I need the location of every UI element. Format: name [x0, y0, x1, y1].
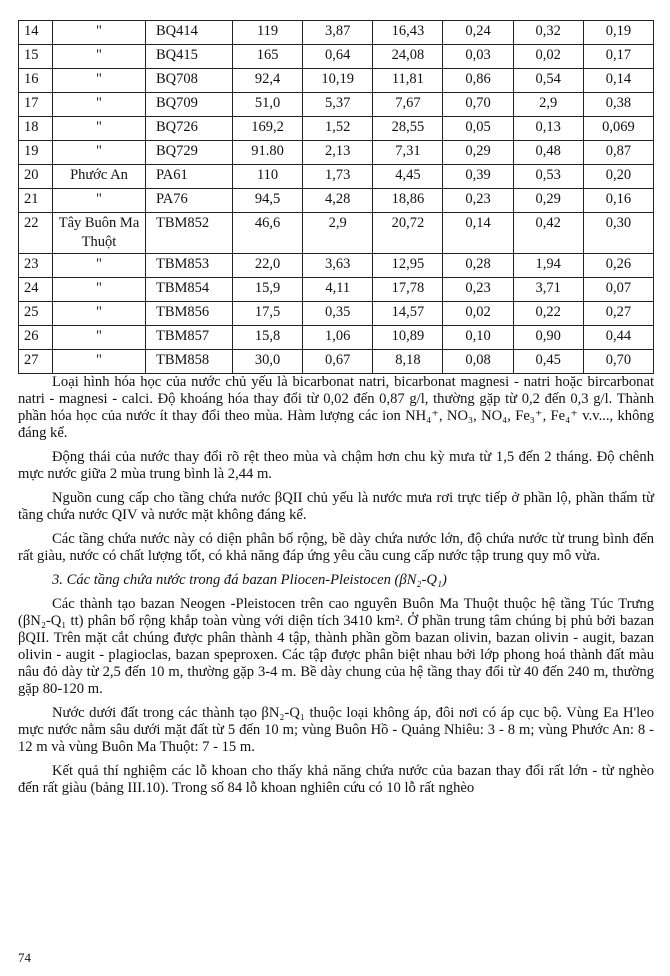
table-cell: 10,89: [373, 326, 443, 350]
table-row: [19, 45, 654, 69]
table-cell: 0,67: [303, 350, 373, 374]
table-cell: 94,5: [233, 189, 303, 213]
table-cell: ": [53, 93, 146, 117]
table-cell: BQ726: [146, 117, 233, 141]
table-row: [19, 189, 654, 213]
table-cell: 3,71: [513, 278, 583, 302]
table-cell: 1,06: [303, 326, 373, 350]
table-cell: 3,63: [303, 254, 373, 278]
table-cell: 0,29: [513, 189, 583, 213]
table-cell: 19: [19, 141, 53, 165]
table-body: [19, 21, 654, 374]
table-cell: 18,86: [373, 189, 443, 213]
table-cell: 16,43: [373, 21, 443, 45]
table-cell: 0,48: [513, 141, 583, 165]
table-cell: 51,0: [233, 93, 303, 117]
table-cell: 21: [19, 189, 53, 213]
table-row: [19, 350, 654, 374]
table-cell: 0,23: [443, 278, 513, 302]
paragraph-results: Kết quả thí nghiệm các lỗ khoan cho thấy khả năng chứa nước của bazan thay đổi rất lớn - từ nghèo đến rất giàu (bảng III.10). Trong số 84 lỗ khoan nghiên cứu có 10 lỗ rất nghèo: [18, 763, 654, 796]
table-cell: 17,5: [233, 302, 303, 326]
table-cell: 15,9: [233, 278, 303, 302]
table-row: [19, 165, 654, 189]
table-cell: BQ709: [146, 93, 233, 117]
table-cell: PA76: [146, 189, 233, 213]
table-cell: ": [53, 141, 146, 165]
table-row: [19, 278, 654, 302]
table-cell: TBM857: [146, 326, 233, 350]
paragraph-hydrochemistry: Loại hình hóa học của nước chủ yếu là bicarbonat natri, bicarbonat magnesi - natri hoặc bircarbonat natri - magnesi - calci. Độ khoáng hóa thay đổi từ 0,02 đến 0,87 g/l, thường gặp từ 0,2 đến 0,3 g/l. Thành phần hóa học của nước ít thay đổi theo mùa. Hàm lượng các ion NH₄⁺, NO₃, NO₄, Fe₃⁺, Fe₄⁺ v.v..., không đáng kể.: [18, 374, 654, 441]
paragraph-basalt: Các thành tạo bazan Neogen -Pleistocen trên cao nguyên Buôn Ma Thuột thuộc hệ tầng Túc Trưng (βN₂-Q₁ tt) phân bố rộng khắp toàn vùng với diện tích 3410 km². Ở phần trung tâm chúng bị phủ bởi bazan βQII. Trên mặt cắt chúng được phân thành 4 tập, thành phần gồm bazan olivin, bazan olivin - augit, bazan olivin - augit - plagioclas, bazan speproxen. Các tập được phân biệt nhau bởi lớp phong hoá thành đất màu nâu đỏ dày từ 2,5 đến 10 m, thường gặp 3-4 m. Bề dày chung của hệ tầng thay đổi từ 40 đến 240 m, thường gặp 80-120 m.: [18, 596, 654, 697]
table-row: [19, 254, 654, 278]
table-cell: ": [53, 278, 146, 302]
table-cell: 30,0: [233, 350, 303, 374]
table-cell: 0,86: [443, 69, 513, 93]
table-row: [19, 93, 654, 117]
table-cell: 0,02: [443, 302, 513, 326]
table-cell: 0,87: [583, 141, 653, 165]
table-cell: 0,08: [443, 350, 513, 374]
table-cell: BQ415: [146, 45, 233, 69]
table-row: [19, 326, 654, 350]
table-cell: 0,22: [513, 302, 583, 326]
table-row: [19, 213, 654, 254]
table-cell: 0,38: [583, 93, 653, 117]
table-cell: 17,78: [373, 278, 443, 302]
table-cell: 12,95: [373, 254, 443, 278]
table-cell: 0,90: [513, 326, 583, 350]
table-cell: 24: [19, 278, 53, 302]
table-cell: 24,08: [373, 45, 443, 69]
table-cell: 0,28: [443, 254, 513, 278]
table-cell: 3,87: [303, 21, 373, 45]
table-cell: 0,45: [513, 350, 583, 374]
table-cell: ": [53, 326, 146, 350]
table-cell: 15,8: [233, 326, 303, 350]
table-cell: 5,37: [303, 93, 373, 117]
table-cell: 119: [233, 21, 303, 45]
table-cell: 14: [19, 21, 53, 45]
table-cell: 0,07: [583, 278, 653, 302]
table-cell: TBM852: [146, 213, 233, 254]
table-cell: ": [53, 350, 146, 374]
table-row: [19, 21, 654, 45]
table-cell: 110: [233, 165, 303, 189]
paragraph-distribution: Các tầng chứa nước này có diện phân bố rộng, bề dày chứa nước lớn, độ chứa nước từ trung bình đến rất giàu, nước có chất lượng tốt, có khả năng đáp ứng yêu cầu cung cấp nước tập trung quy mô vừa.: [18, 531, 654, 564]
section-heading: 3. Các tầng chứa nước trong đá bazan Pliocen-Pleistocen (βN₂-Q₁): [52, 572, 447, 588]
table-cell: 0,44: [583, 326, 653, 350]
table-cell: 0,17: [583, 45, 653, 69]
table-cell: 0,03: [443, 45, 513, 69]
table-row: [19, 302, 654, 326]
table-cell: ": [53, 21, 146, 45]
table-row: [19, 117, 654, 141]
body-text: [18, 374, 654, 804]
table-cell: 0,29: [443, 141, 513, 165]
table-cell: Phước An: [53, 165, 146, 189]
table-cell: 7,67: [373, 93, 443, 117]
table-cell: 7,31: [373, 141, 443, 165]
table-cell: 16: [19, 69, 53, 93]
table-cell: 0,32: [513, 21, 583, 45]
table-cell: 1,52: [303, 117, 373, 141]
table-cell: 0,14: [583, 69, 653, 93]
table-cell: 2,9: [513, 93, 583, 117]
table-cell: 46,6: [233, 213, 303, 254]
table-cell: 0,20: [583, 165, 653, 189]
table-cell: 4,45: [373, 165, 443, 189]
table-cell: ": [53, 69, 146, 93]
paragraph-recharge: Nguồn cung cấp cho tầng chứa nước βQII chủ yếu là nước mưa rơi trực tiếp ở phần lộ, phần thấm từ tầng chứa nước QIV và nước mặt không đáng kể.: [18, 490, 654, 523]
table-cell: 169,2: [233, 117, 303, 141]
table-cell: 2,13: [303, 141, 373, 165]
table-cell: 0,30: [583, 213, 653, 254]
table-cell: 0,23: [443, 189, 513, 213]
table-cell: TBM854: [146, 278, 233, 302]
table-cell: 10,19: [303, 69, 373, 93]
table-cell: 1,73: [303, 165, 373, 189]
table-cell: 28,55: [373, 117, 443, 141]
table-cell: 0,24: [443, 21, 513, 45]
table-cell: 11,81: [373, 69, 443, 93]
table-cell: 0,54: [513, 69, 583, 93]
table-cell: 20: [19, 165, 53, 189]
table-cell: 0,069: [583, 117, 653, 141]
table-cell: 0,13: [513, 117, 583, 141]
table-cell: 27: [19, 350, 53, 374]
table-cell: BQ708: [146, 69, 233, 93]
page-number: 74: [18, 950, 31, 965]
table-cell: 0,14: [443, 213, 513, 254]
table-cell: 0,26: [583, 254, 653, 278]
table-cell: TBM853: [146, 254, 233, 278]
table-cell: ": [53, 254, 146, 278]
page: [18, 20, 654, 374]
table-cell: BQ414: [146, 21, 233, 45]
table-cell: ": [53, 45, 146, 69]
table-cell: 1,94: [513, 254, 583, 278]
table-cell: 8,18: [373, 350, 443, 374]
table-cell: 23: [19, 254, 53, 278]
table-cell: ": [53, 117, 146, 141]
data-table: [18, 20, 654, 374]
table-cell: 0,53: [513, 165, 583, 189]
table-cell: 165: [233, 45, 303, 69]
table-cell: 0,64: [303, 45, 373, 69]
table-cell: 0,10: [443, 326, 513, 350]
table-cell: 26: [19, 326, 53, 350]
table-cell: 4,11: [303, 278, 373, 302]
table-cell: 22,0: [233, 254, 303, 278]
table-cell: 0,19: [583, 21, 653, 45]
table-cell: 18: [19, 117, 53, 141]
table-cell: 0,02: [513, 45, 583, 69]
paragraph-regime: Động thái của nước thay đổi rõ rệt theo mùa và chậm hơn chu kỳ mưa từ 1,5 đến 2 tháng. Độ chênh mực nước giữa 2 mùa trung bình là 2,44 m.: [18, 449, 654, 482]
table-row: [19, 69, 654, 93]
table-cell: 91.80: [233, 141, 303, 165]
table-cell: 0,16: [583, 189, 653, 213]
table-cell: 0,39: [443, 165, 513, 189]
table-cell: ": [53, 302, 146, 326]
table-cell: 2,9: [303, 213, 373, 254]
table-cell: 0,35: [303, 302, 373, 326]
table-cell: 0,70: [583, 350, 653, 374]
table-cell: 92,4: [233, 69, 303, 93]
table-cell: 14,57: [373, 302, 443, 326]
table-cell: TBM858: [146, 350, 233, 374]
table-cell: TBM856: [146, 302, 233, 326]
table-cell: 20,72: [373, 213, 443, 254]
paragraph-groundwater: Nước dưới đất trong các thành tạo βN₂-Q₁ thuộc loại không áp, đôi nơi có áp cục bộ. Vùng Ea H'leo mực nước nằm sâu dưới mặt đất từ 5 đến 10 m; vùng Buôn Hồ - Quảng Nhiêu: 3 - 8 m; vùng Phước An: 8 - 12 m và vùng Buôn Ma Thuột: 7 - 15 m.: [18, 705, 654, 755]
table-cell: 0,05: [443, 117, 513, 141]
table-cell: 0,27: [583, 302, 653, 326]
table-cell: 17: [19, 93, 53, 117]
table-cell: Tây Buôn Ma Thuột: [53, 213, 146, 254]
table-cell: 15: [19, 45, 53, 69]
table-row: [19, 141, 654, 165]
table-cell: 0,42: [513, 213, 583, 254]
table-cell: 4,28: [303, 189, 373, 213]
table-cell: 25: [19, 302, 53, 326]
table-cell: ": [53, 189, 146, 213]
table-cell: 22: [19, 213, 53, 254]
table-cell: 0,70: [443, 93, 513, 117]
table-cell: BQ729: [146, 141, 233, 165]
table-cell: PA61: [146, 165, 233, 189]
